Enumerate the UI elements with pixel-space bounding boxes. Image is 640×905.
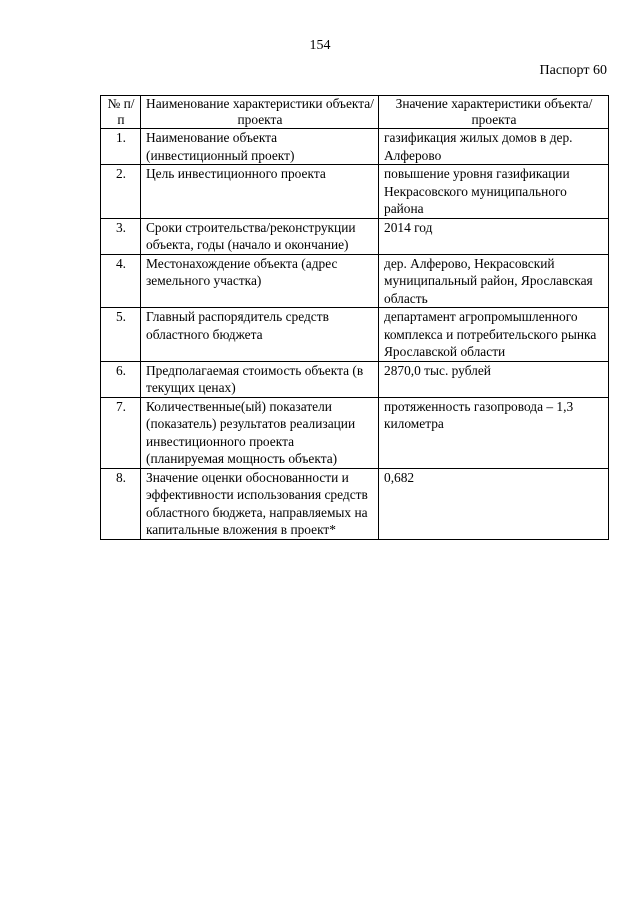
row-num: 4. <box>101 254 141 308</box>
row-value: 2870,0 тыс. рублей <box>379 361 609 397</box>
table-row <box>101 254 609 308</box>
row-value: департамент агропромышленного комплекса и потребительского рынка Ярославской области <box>379 308 609 362</box>
table-row <box>101 361 609 397</box>
row-num: 3. <box>101 218 141 254</box>
row-num: 1. <box>101 129 141 165</box>
table-row <box>101 129 609 165</box>
table-row <box>101 397 609 468</box>
row-value: протяженность газопровода – 1,3 километра <box>379 397 609 468</box>
row-name: Количественные(ый) показатели (показатель) результатов реализации инвестиционного проекта (планируемая мощность объекта) <box>141 397 379 468</box>
row-value: 2014 год <box>379 218 609 254</box>
row-num: 7. <box>101 397 141 468</box>
header-name: Наименование характеристики объекта/проекта <box>141 96 379 129</box>
row-name: Сроки строительства/реконструкции объекта, годы (начало и окончание) <box>141 218 379 254</box>
row-value: дер. Алферово, Некрасовский муниципальный район, Ярославская область <box>379 254 609 308</box>
row-name: Значение оценки обоснованности и эффективности использования средств областного бюджета, направляемых на капитальные вложения в проект* <box>141 468 379 539</box>
page-number: 154 <box>309 38 331 53</box>
row-value: повышение уровня газификации Некрасовского муниципального района <box>379 165 609 219</box>
passport-label: Паспорт 60 <box>539 63 607 78</box>
header-value: Значение характеристики объекта/проекта <box>379 96 609 129</box>
row-value: 0,682 <box>379 468 609 539</box>
table-row <box>101 468 609 539</box>
row-num: 2. <box>101 165 141 219</box>
table-row <box>101 218 609 254</box>
header-num: № п/п <box>101 96 141 129</box>
table-header-row <box>101 96 609 129</box>
row-name: Главный распорядитель средств областного бюджета <box>141 308 379 362</box>
row-name: Местонахождение объекта (адрес земельного участка) <box>141 254 379 308</box>
table-row <box>101 165 609 219</box>
row-name: Предполагаемая стоимость объекта (в текущих ценах) <box>141 361 379 397</box>
passport-table <box>100 95 609 540</box>
row-name: Наименование объекта (инвестиционный проект) <box>141 129 379 165</box>
row-value: газификация жилых домов в дер. Алферово <box>379 129 609 165</box>
row-num: 8. <box>101 468 141 539</box>
row-name: Цель инвестиционного проекта <box>141 165 379 219</box>
row-num: 6. <box>101 361 141 397</box>
table-row <box>101 308 609 362</box>
row-num: 5. <box>101 308 141 362</box>
